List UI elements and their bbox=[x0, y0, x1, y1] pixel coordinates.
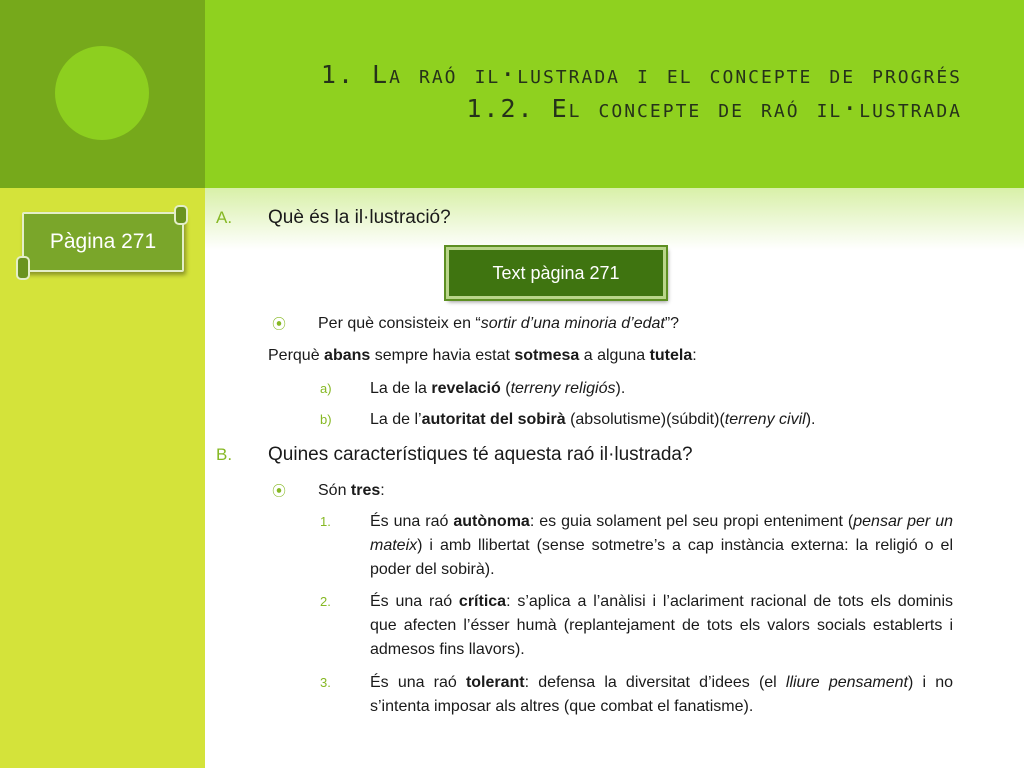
bullet-question bbox=[318, 312, 679, 336]
item-b-text-1: La de l’ bbox=[370, 411, 422, 428]
page-tag-label: Pàgina 271 bbox=[49, 230, 157, 253]
because-text-3: a alguna bbox=[579, 347, 650, 364]
text-page-button[interactable] bbox=[446, 247, 666, 299]
item-b-bold: autoritat del sobirà bbox=[421, 411, 566, 428]
num-3-text-2: : defensa la diversitat d’idees (el bbox=[524, 674, 786, 691]
num-1-text-3: ) i amb llibertat (sense sotmetre’s a cap instància externa: la religió o el poder del sobirà). bbox=[370, 537, 953, 578]
because-bold-3: tutela bbox=[649, 347, 693, 364]
page-scroll-tag bbox=[22, 212, 184, 272]
slide-title bbox=[321, 58, 962, 126]
item-b-emphasis: terreny civil bbox=[724, 411, 806, 428]
bullet-circle-icon: ⦿ bbox=[272, 316, 286, 332]
bullet-circle-icon: ⦿ bbox=[272, 483, 286, 499]
num-3-text-1: És una raó bbox=[370, 674, 466, 691]
title-line-2-rest: l concepte de raó il·lustrada bbox=[568, 94, 962, 123]
item-b-marker: b) bbox=[320, 412, 332, 427]
num-2-text-1: És una raó bbox=[370, 593, 459, 610]
bullet-three bbox=[318, 479, 385, 503]
item-a-text-3: ). bbox=[615, 380, 626, 397]
num-1-emphasis: pensar per un mateix bbox=[370, 513, 954, 554]
num-3-emphasis: lliure pensament bbox=[785, 674, 908, 691]
sidebar-panel bbox=[0, 188, 205, 768]
num-2-text-2: : s’aplica a l’anàlisi i l’aclariment racional de tots els dominis que afecten l’ésser humà (replantejament de tots els valors socials establerts i admesos fins llavors). bbox=[370, 593, 954, 658]
decorative-circle bbox=[55, 46, 149, 140]
item-b-text bbox=[370, 408, 815, 432]
because-bold-1: abans bbox=[324, 347, 371, 364]
title-line-2-start: 1.2. E bbox=[466, 94, 569, 123]
section-b-heading: Quines característiques té aquesta raó il·lustrada? bbox=[268, 444, 693, 465]
num-2-bold: crítica bbox=[458, 593, 507, 610]
section-a-marker: A. bbox=[216, 208, 233, 227]
bullet-three-text-2: : bbox=[380, 482, 385, 499]
num-2-marker: 2. bbox=[320, 594, 331, 609]
num-3-marker: 3. bbox=[320, 675, 331, 690]
item-a-text-1: La de la bbox=[370, 380, 432, 397]
bullet-question-text: Per què consisteix en “ bbox=[318, 315, 481, 332]
bullet-question-emphasis: sortir d’una minoria d’edat bbox=[480, 315, 665, 332]
num-3-text bbox=[370, 671, 953, 719]
num-1-bold: autònoma bbox=[453, 513, 530, 530]
item-b-text-2: (absolutisme)(súbdit)( bbox=[565, 411, 725, 428]
num-1-marker: 1. bbox=[320, 514, 331, 529]
item-b-text-3: ). bbox=[805, 411, 816, 428]
title-line-1 bbox=[321, 58, 962, 92]
bullet-three-text-1: Són bbox=[318, 482, 351, 499]
bullet-question-end: ”? bbox=[664, 315, 680, 332]
item-a-marker: a) bbox=[320, 381, 332, 396]
title-line-1-start: 1. L bbox=[320, 60, 390, 89]
num-1-text-1: És una raó bbox=[370, 513, 454, 530]
title-line-1-rest: a raó il·lustrada i el concepte de progrés bbox=[389, 60, 962, 89]
because-bold-2: sotmesa bbox=[514, 347, 580, 364]
item-a-text bbox=[370, 377, 625, 401]
bullet-three-bold: tres bbox=[350, 482, 381, 499]
item-a-emphasis: terreny religiós bbox=[510, 380, 616, 397]
item-a-bold: revelació bbox=[431, 380, 501, 397]
because-text-4: : bbox=[692, 347, 697, 364]
title-line-2 bbox=[321, 92, 962, 126]
num-1-text bbox=[370, 510, 953, 582]
because-line bbox=[268, 344, 697, 368]
because-text-1: Perquè bbox=[268, 347, 325, 364]
because-text-2: sempre havia estat bbox=[370, 347, 515, 364]
section-a-heading: Què és la il·lustració? bbox=[268, 207, 451, 228]
num-2-text bbox=[370, 590, 953, 662]
num-3-text-3: ) i no s’intenta imposar als altres (que combat el fanatisme). bbox=[370, 674, 953, 715]
num-3-bold: tolerant bbox=[465, 674, 525, 691]
item-a-text-2: ( bbox=[500, 380, 511, 397]
num-1-text-2: : es guia solament pel seu propi enteniment ( bbox=[529, 513, 854, 530]
section-b-marker: B. bbox=[216, 445, 233, 464]
text-page-button-label: Text pàgina 271 bbox=[492, 262, 620, 283]
